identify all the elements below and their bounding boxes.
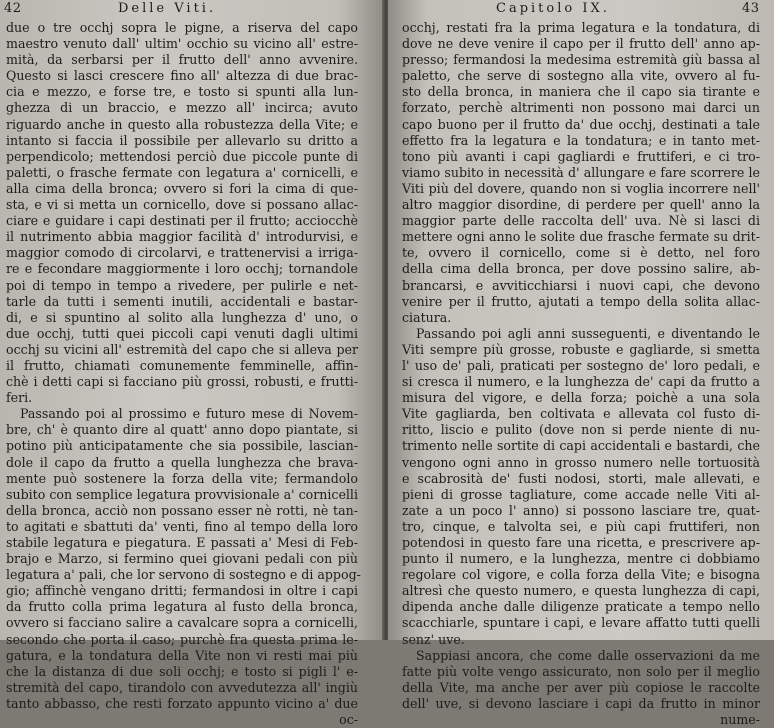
text-line: il frutto, chiamati comunemente femminelle, affin- (6, 357, 358, 373)
text-line: re e fecondare maggiormente i loro occhj; tornandole (6, 261, 358, 277)
text-line: di, e si spuntino al solito alla lunghezza d' uno, o (6, 309, 358, 325)
text-line: ritto, liscio e pulito (dove non si perde niente di nu- (402, 422, 760, 438)
text-line: viamo subito in necessità d' allungare e fare scorrere le (402, 164, 760, 180)
text-line: pieni di grosse tagliature, come accade nelle Viti al- (402, 486, 760, 502)
text-line: feri. (6, 390, 33, 406)
left-page (0, 0, 384, 728)
text-line: gatura, e la tondatura della Vite non vi resti mai più (6, 647, 358, 663)
text-line: e scabrosità de' fusti nodosi, storti, male allevati, e (402, 470, 760, 486)
right-page-number: 43 (742, 1, 760, 16)
text-line: dove ne deve venire il capo per il frutto dell' anno ap- (402, 36, 760, 52)
text-line: Vite gagliarda, ben coltivata e allevata col fusto di- (402, 406, 760, 422)
text-line: si cresca il numero, e la lunghezza de' capi da frutto a (402, 374, 760, 390)
text-line: poi di tempo in tempo a rivedere, per pulirle e net- (6, 277, 358, 293)
text-line: sta, e vi si metta un cornicello, dove si possano allac- (6, 197, 358, 213)
left-running-head: Delle Viti. (118, 1, 217, 16)
text-line: punto il numero, e la lunghezza, mentre ci dobbiamo (402, 551, 760, 567)
text-line: effetto fra la legatura e la tondatura; e in tanto met- (402, 132, 760, 148)
text-line: perpendicolo; mettendosi perciò due piccole punte di (6, 148, 358, 164)
text-line: occhj su vicini all' estremità del capo che si alleva per (6, 341, 358, 357)
text-line: stremità del capo, tirandolo con avvedutezza all' ingiù (6, 679, 358, 695)
text-line: tanto abbasso, che resti forzato appunto vicino a' due (6, 695, 358, 711)
catchword: oc- (339, 712, 358, 728)
text-line: brajo e Marzo, si fermino quei giovani pedali con più (6, 551, 358, 567)
text-line: cia e mezzo, e forse tre, e tosto si spunti alla lun- (6, 84, 358, 100)
text-line: riguardo anche in questo alla robustezza della Vite; e (6, 116, 358, 132)
text-line: senz' uve. (402, 631, 465, 647)
text-line: venire per il frutto, ajutati a tempo della solita allac- (402, 293, 760, 309)
text-line: zate a un poco l' anno) si possono lasciare tre, quat- (402, 502, 760, 518)
text-line: tono più avanti i capi gagliardi e fruttiferi, e ci tro- (402, 148, 760, 164)
text-line: sto della bronca, in maniera che il capo sia tirante e (402, 84, 760, 100)
catchword: nume- (720, 712, 760, 728)
text-line: maggior parte delle raccolta dell' uva. Nè si lasci di (402, 213, 760, 229)
text-line: subito con semplice legatura provvisionale a' cornicelli (6, 486, 358, 502)
text-line: due o tre occhj sopra le pigne, a riserva del capo (6, 20, 358, 35)
text-line: ghezza di un braccio, e mezzo all' incirca; avuto (6, 100, 358, 116)
text-line: alla cima della bronca; ovvero si fori la cima di que- (6, 180, 358, 196)
text-line: che la distanza di due soli occhj; e tosto si pigli l' e- (6, 663, 358, 679)
text-line: il nutrimento abbia maggior facilità d' introdurvisi, e (6, 229, 358, 245)
text-line: ciatura. (402, 309, 452, 325)
text-line: forzato, perchè altrimenti non possono mai darci un (402, 100, 760, 116)
left-page-number: 42 (4, 1, 22, 16)
text-line: maestro venuto dall' ultim' occhio su vicino all' estre- (6, 36, 358, 52)
text-line: vengono ogni anno in grosso numero nelle tortuosità (402, 454, 760, 470)
text-line: mettere ogni anno le solite due frasche fermate su drit- (402, 229, 760, 245)
text-line: Viti sempre più grosse, robuste e gagliarde, si smetta (402, 341, 760, 357)
text-line: capo buono per il frutto da' due occhj, destinati a tale (402, 116, 760, 132)
text-line: legatura a' pali, che lor servono di sostegno e di appog- (6, 567, 361, 583)
text-line: l' uso de' pali, praticati per sostegno de' loro pedali, e (402, 357, 760, 373)
text-line: fatte più volte vengo assicurato, non solo per il meglio (402, 663, 760, 679)
text-line: tro, cinque, e talvolta sei, e più capi fruttiferi, non (402, 518, 760, 534)
text-line: mità, da serbarsi per il frutto dell' anno avvenire. (6, 52, 358, 68)
paragraph-start-line: Passando poi al prossimo e futuro mese di Novem- (20, 406, 358, 422)
text-line: scacchiarle, spuntare i capi, e levare affatto tutti quelli (402, 615, 760, 631)
text-line: maggior comodo di circolarvi, e trattenervisi a irriga- (6, 245, 358, 261)
text-line: te, ovvero il cornicello, come si è detto, nel foro (402, 245, 760, 261)
text-line: dipenda anche dalle diligenze praticate a tempo nello (402, 599, 760, 615)
text-line: bre, ch' è quanto dire al quatt' anno dopo piantate, si (6, 422, 358, 438)
text-line: brancarsi, e avviticchiarsi i nuovi capi, che devono (402, 277, 760, 293)
text-line: tarle da tutti i sementi inutili, accidentali e bastar- (6, 293, 358, 309)
text-line: misura del vigore, e della forza; poichè a una sola (402, 390, 760, 406)
text-line: Viti più del dovere, quando non si voglia incorrere nell' (402, 180, 760, 196)
text-line: secondo che porta il caso; purchè fra questa prima le- (6, 631, 358, 647)
text-line: da frutto colla prima legatura al fusto della bronca, (6, 599, 358, 615)
text-line: occhj, restati fra la prima legatura e la tondatura, di (402, 20, 760, 35)
text-line: altro maggior disordine, di perdere per quell' anno la (402, 197, 760, 213)
text-line: della bronca, acciò non possano esser nè rotti, nè tan- (6, 502, 358, 518)
text-line: paletti, o frasche fermate con legatura a' cornicelli, e (6, 164, 358, 180)
left-page-text (6, 20, 361, 728)
text-line: ovvero si facciano salire a cavalcare sopra a cornicelli, (6, 615, 358, 631)
text-line: regolare col vigore, e colla forza della Vite; e bisogna (402, 567, 760, 583)
text-line: della Vite, ma anche per aver più copiose le raccolte (402, 679, 760, 695)
text-line: intanto si faccia il possibile per allevarlo su dritto a (6, 132, 358, 148)
text-line: dell' uve, si devono lasciare i capi da frutto in minor (402, 695, 760, 711)
text-line: gio; affinchè vengano dritti; fermandosi in oltre i capi (6, 583, 358, 599)
text-line: dole il capo da frutto a quella lunghezza che brava- (6, 454, 358, 470)
right-page (388, 0, 774, 728)
text-line: ciare e guidare i capi destinati per il frutto; acciocchè (6, 213, 358, 229)
text-line: paletto, che serve di sostegno alla vite, ovvero al fu- (402, 68, 760, 84)
text-line: potino più anticipatamente che sia possibile, lascian- (6, 438, 358, 454)
text-line: stabile legatura e piegatura. E passati a' Mesi di Feb- (6, 535, 358, 550)
text-line: to agitati e sbattuti da' venti, fino al tempo della loro (6, 518, 358, 534)
paragraph-start-line: Passando poi agli anni susseguenti, e diventando le (416, 325, 760, 341)
text-line: della cima della bronca, per dove possino salire, ab- (402, 261, 760, 277)
paragraph-start-line: Sappiasi ancora, che come dalle osservazioni da me (416, 647, 760, 663)
text-line: Questo si lasci crescere fino all' altezza di due brac- (6, 68, 358, 84)
right-running-head: Capitolo IX. (496, 1, 610, 16)
text-line: chè i detti capi si facciano più grossi, robusti, e frutti- (6, 374, 358, 390)
text-line: mente può sostenere la forza della vite; fermandolo (6, 470, 358, 486)
right-page-text (402, 20, 760, 728)
text-line: trimento nelle sortite di capi accidentali e bastardi, che (402, 438, 760, 454)
text-line: due occhj, tutti quei piccoli capi venuti dagli ultimi (6, 325, 358, 341)
text-line: altresì che questo numero, e questa lunghezza di capi, (402, 583, 760, 599)
text-line: presso; fermandosi la medesima estremità giù bassa al (402, 52, 760, 68)
text-line: potendosi in questo fare una ricetta, e prescrivere ap- (402, 535, 760, 550)
